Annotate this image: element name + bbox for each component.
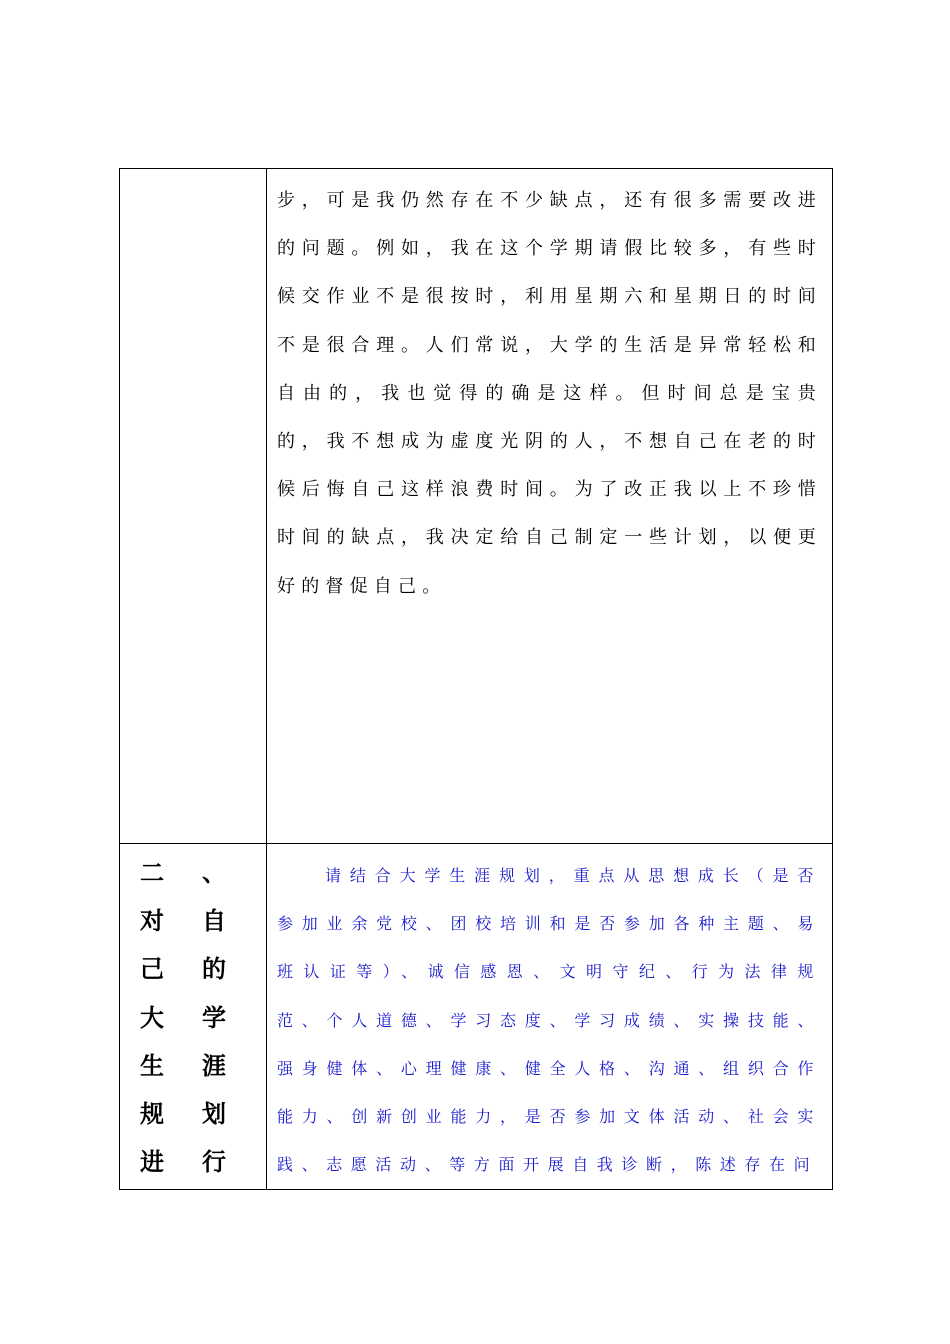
heading-char: 进 <box>140 1148 164 1177</box>
instruction-paragraph: 请结合大学生涯规划，重点从思想成长（是否参加业余党校、团校培训和是否参加各种主题、易班认证等）、诚信感恩、文明守纪、行为法律规范、个人道德、学习态度、学习成绩、实操技能、强身健体、心理健康、健全人格、沟通、组织合作能力、创新创业能力，是否参加文体活动、社会实践、志愿活动、等方面开展自我诊断，陈述存在问 <box>277 866 822 1175</box>
heading-char: 学 <box>202 1003 226 1032</box>
table-row-career-plan <box>120 844 833 1190</box>
document-table <box>119 168 833 1190</box>
heading-char: 、 <box>202 859 226 887</box>
empty-label-cell <box>120 169 267 844</box>
heading-char: 对 <box>140 907 164 936</box>
heading-char: 自 <box>202 907 226 936</box>
section-heading-cell <box>120 844 267 1190</box>
heading-char: 己 <box>140 955 164 984</box>
section-heading <box>140 849 266 1186</box>
table-row-self-summary <box>120 169 833 844</box>
heading-char: 涯 <box>202 1051 226 1080</box>
heading-char: 的 <box>202 955 226 984</box>
heading-char: 生 <box>140 1051 164 1080</box>
heading-char: 行 <box>202 1148 226 1177</box>
heading-char: 二 <box>140 859 164 887</box>
heading-char: 规 <box>140 1099 164 1128</box>
summary-paragraph: 步，可是我仍然存在不少缺点，还有很多需要改进的问题。例如，我在这个学期请假比较多，有些时候交作业不是很按时，利用星期六和星期日的时间不是很合理。人们常说，大学的生活是异常轻松和自由的，我也觉得的确是这样。但时间总是宝贵的，我不想成为虚度光阴的人，不想自己在老的时候后悔自己这样浪费时间。为了改正我以上不珍惜时间的缺点，我决定给自己制定一些计划，以便更好的督促自己。 <box>277 190 822 597</box>
summary-content-cell <box>267 169 833 844</box>
instruction-cell <box>267 844 833 1190</box>
heading-char: 大 <box>140 1003 164 1032</box>
heading-char: 划 <box>202 1099 226 1128</box>
